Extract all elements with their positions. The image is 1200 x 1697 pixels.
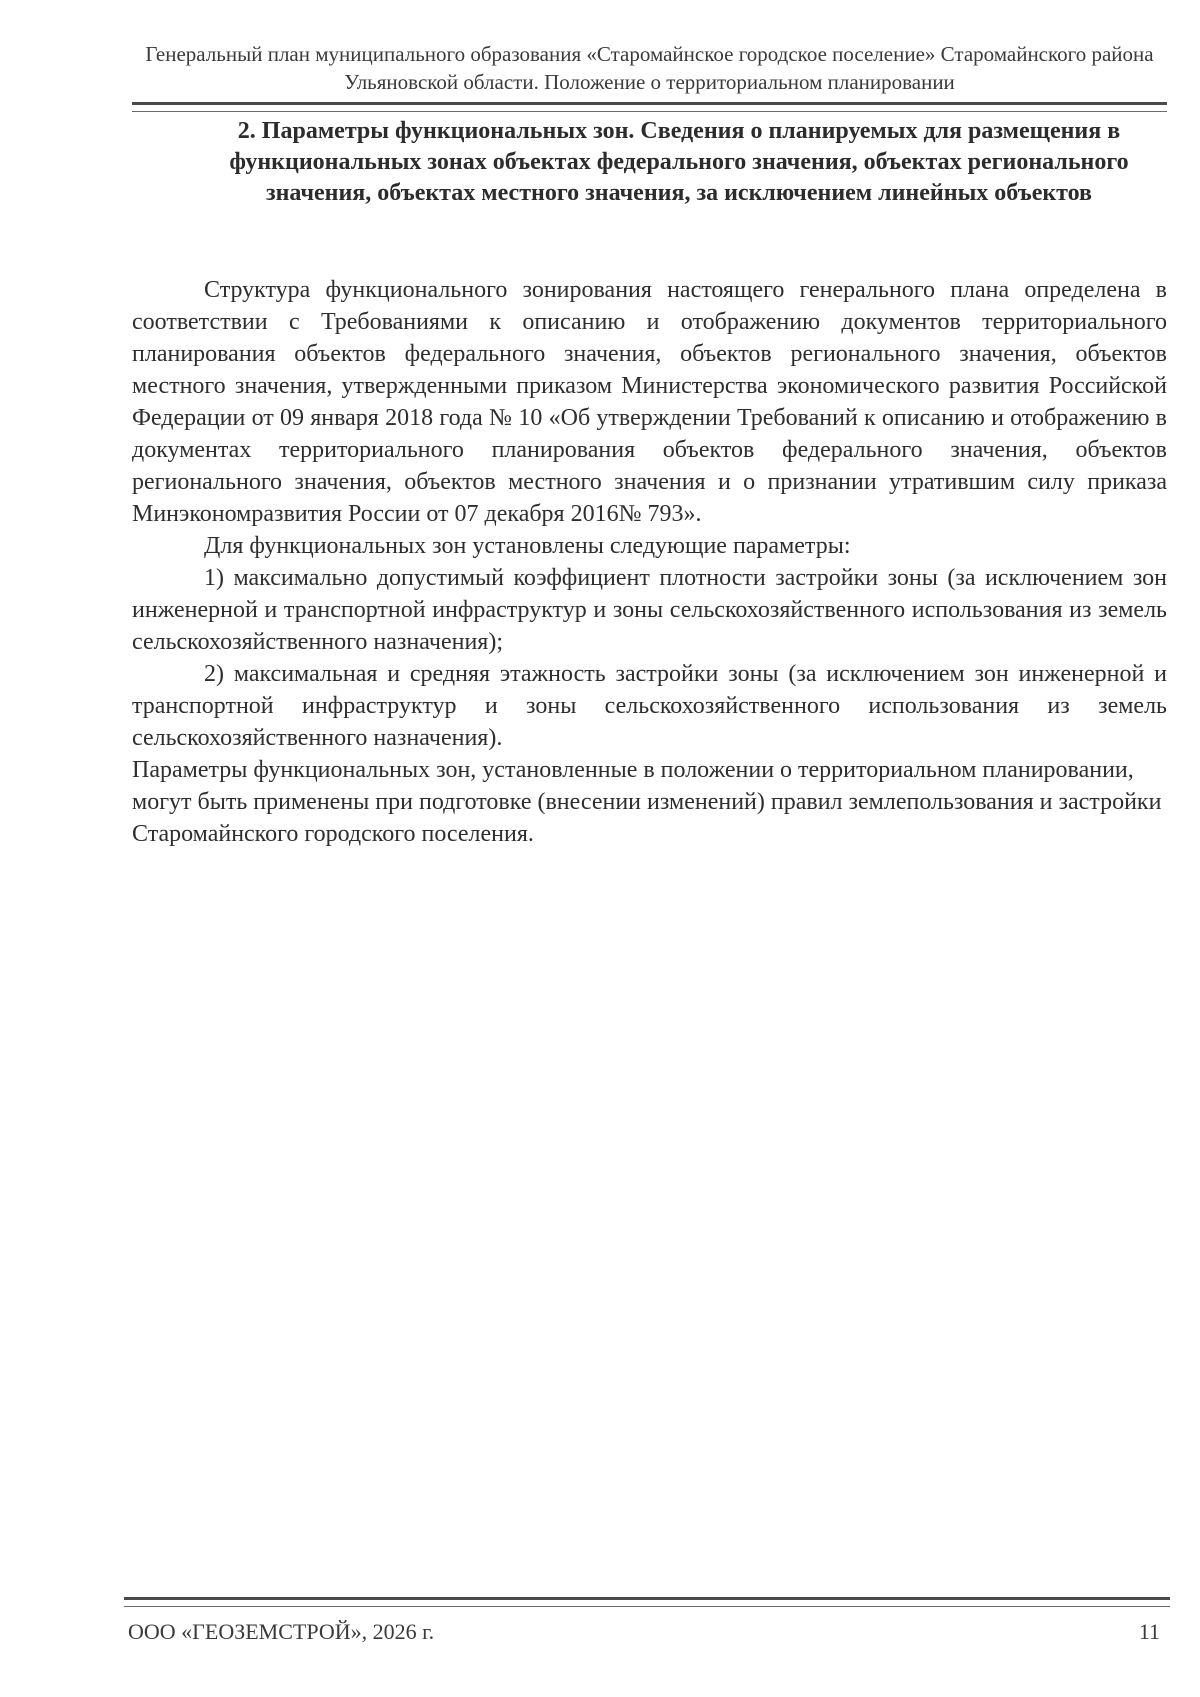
paragraph-parameter-1: 1) максимально допустимый коэффициент плотности застройки зоны (за исключением зон инженерной и транспортной инфраструктур и зоны сельскохозяйственного использования из земель сельскохозяйственного назначения); (132, 565, 1167, 655)
paragraph-parameters-intro: Для функциональных зон установлены следующие параметры: (204, 533, 851, 559)
running-header: Генеральный план муниципального образования «Старомайнское городское поселение» Старомайнского района Ульяновской области. Положение о территориальном планировании (145, 42, 1154, 94)
paragraph-conclusion: Параметры функциональных зон, установленные в положении о территориальном планировании, могут быть применены при подготовке (внесении изменений) правил землепользования и застройки Старомайнского городского поселения. (132, 757, 1162, 847)
section-heading: 2. Параметры функциональных зон. Сведения о планируемых для размещения в функциональных зонах объектах федерального значения, объектах регионального значения, объектах местного значения, за исключением линейных объектов (229, 118, 1129, 206)
footer-divider (124, 1597, 1170, 1607)
paragraph-structure: Структура функционального зонирования настоящего генерального плана определена в соответствии с Требованиями к описанию и отображению документов территориального планирования объектов федерального значения, объектов регионального значения, объектов местного значения, утвержденными приказом Министерства экономического развития Российской Федерации от 09 января 2018 года № 10 «Об утверждении Требований к описанию и отображению в документах территориального планирования объектов федерального значения, объектов регионального значения, объектов местного значения и о признании утратившим силу приказа Минэкономразвития России от 07 декабря 2016№ 793». (132, 277, 1167, 527)
body-text (132, 274, 1167, 850)
page-number: 11 (1138, 1619, 1160, 1644)
footer-company: ООО «ГЕОЗЕМСТРОЙ», 2026 г. (128, 1619, 435, 1644)
paragraph-parameter-2: 2) максимальная и средняя этажность застройки зоны (за исключением зон инженерной и транспортной инфраструктур и зоны сельскохозяйственного использования из земель сельскохозяйственного назначения). (132, 661, 1167, 751)
header-divider (132, 102, 1167, 112)
